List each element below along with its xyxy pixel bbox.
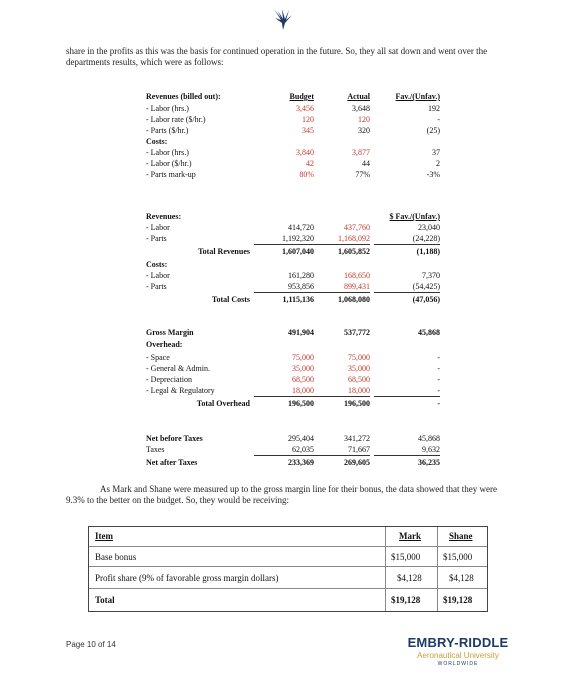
fav-value: -	[374, 386, 440, 397]
fav-value: -	[437, 364, 440, 373]
budget-value: 1,607,040	[282, 247, 314, 256]
bonus-table	[88, 526, 488, 612]
shane-value: $15,000	[443, 552, 473, 562]
fav-value: (54,425)	[374, 282, 440, 293]
fav-value: 37	[432, 148, 440, 157]
budget-value: 953,856	[254, 282, 314, 293]
fav-value: (24,228)	[374, 234, 440, 245]
row-label: - Labor (hrs.)	[146, 104, 189, 113]
actual-value: 537,772	[344, 328, 370, 337]
logo-name: EMBRY-RIDDLE	[407, 635, 509, 650]
bonus-item: Profit share (9% of favorable gross margin dollars)	[95, 573, 279, 583]
actual-value: 3,877	[352, 148, 370, 157]
budget-value: 62,035	[254, 445, 314, 456]
actual-value: 3,648	[352, 104, 370, 113]
fav-value: (47,056)	[412, 295, 440, 304]
row-label: - General & Admin.	[146, 364, 210, 373]
row-label: - Space	[146, 353, 170, 362]
row-label: - Labor	[146, 271, 170, 280]
revenues-billed-heading: Revenues (billed out):	[146, 92, 221, 101]
fav-value: 7,370	[422, 271, 440, 280]
budget-value: 161,280	[288, 271, 314, 280]
budget-value: 42	[306, 159, 314, 168]
fav-value: 45,868	[418, 434, 440, 443]
budget-value: 295,404	[288, 434, 314, 443]
row-label: - Labor (hrs.)	[146, 148, 189, 157]
fav-value: 192	[428, 104, 440, 113]
university-logo	[398, 635, 518, 667]
costs-heading: Costs:	[146, 137, 168, 146]
actual-value: 77%	[355, 170, 370, 179]
bonus-item: Base bonus	[95, 552, 137, 562]
actual-value: 320	[358, 126, 370, 135]
budget-value: 35,000	[292, 364, 314, 373]
fav-value: -	[437, 353, 440, 362]
shane-value: $4,128	[449, 573, 474, 583]
fav-header: Fav./(Unfav.)	[395, 92, 440, 101]
fav-value: -	[437, 399, 440, 408]
actual-value: 75,000	[348, 353, 370, 362]
actual-value: 71,667	[310, 445, 370, 456]
bonus-paragraph: As Mark and Shane were measured up to the gross margin line for their bonus, the data showed that they were 9.3% to the better on the budget. So, they would be receiving:	[66, 484, 497, 505]
row-label: - Legal & Regulatory	[146, 386, 215, 395]
gross-margin-label: Gross Margin	[146, 328, 194, 337]
budget-value: 345	[302, 126, 314, 135]
actual-value: 44	[362, 159, 370, 168]
actual-value: 18,000	[310, 386, 370, 397]
item-header: Item	[95, 531, 113, 541]
actual-header: Actual	[347, 92, 370, 101]
mark-value: $4,128	[397, 573, 422, 583]
mark-header: Mark	[399, 531, 421, 541]
actual-value: 68,500	[348, 375, 370, 384]
budget-value: 3,840	[296, 148, 314, 157]
fav-value: -	[437, 115, 440, 124]
fav-value: 36,235	[418, 458, 440, 467]
row-label: - Parts ($/hr.)	[146, 126, 189, 135]
actual-value: 1,605,852	[338, 247, 370, 256]
actual-value: 269,605	[344, 458, 370, 467]
total-costs-label: Total Costs	[211, 295, 250, 304]
fav-value: 9,632	[374, 445, 440, 456]
actual-value: 437,760	[344, 223, 370, 232]
financial-table	[146, 92, 526, 477]
column-divider	[437, 527, 438, 611]
total-revenues-label: Total Revenues	[198, 247, 250, 256]
fav-value: (25)	[426, 126, 440, 135]
intro-paragraph: share in the profits as this was the basis for continued operation in the future. So, they all sat down and went over the departments results, which were as follows:	[66, 46, 488, 67]
actual-value: 196,500	[344, 399, 370, 408]
fav-value: 23,040	[418, 223, 440, 232]
page-number: Page 10 of 14	[66, 640, 116, 649]
logo-subtitle: Aeronautical University	[417, 651, 499, 660]
budget-value: 18,000	[254, 386, 314, 397]
fav-value: -3%	[426, 170, 440, 179]
mark-total: $19,128	[391, 595, 421, 605]
budget-value: 1,192,320	[254, 234, 314, 245]
budget-value: 414,720	[288, 223, 314, 232]
actual-value: 899,431	[310, 282, 370, 293]
row-label: - Parts	[146, 282, 167, 291]
budget-value: 233,369	[288, 458, 314, 467]
logo-worldwide: WORLDWIDE	[437, 661, 479, 667]
eagle-icon	[270, 6, 296, 32]
overhead-heading: Overhead:	[146, 340, 183, 349]
dollar-fav-header: $ Fav./(Unfav.)	[389, 212, 440, 221]
shane-total: $19,128	[443, 595, 473, 605]
budget-value: 3,456	[296, 104, 314, 113]
budget-value: 1,115,136	[282, 295, 314, 304]
fav-value: (1,188)	[416, 247, 440, 256]
net-after-taxes-label: Net after Taxes	[146, 458, 198, 467]
row-label: - Labor ($/hr.)	[146, 159, 192, 168]
row-label: - Labor rate ($/hr.)	[146, 115, 206, 124]
shane-header: Shane	[449, 531, 473, 541]
row-label: - Depreciation	[146, 375, 192, 384]
budget-value: 68,500	[292, 375, 314, 384]
total-overhead-label: Total Overhead	[196, 399, 250, 408]
table-row	[89, 547, 487, 567]
bonus-total-label: Total	[95, 595, 115, 605]
actual-value: 168,650	[344, 271, 370, 280]
row-label: - Parts mark-up	[146, 170, 196, 179]
fav-value: 45,868	[418, 328, 440, 337]
actual-value: 1,068,080	[338, 295, 370, 304]
row-label: - Parts	[146, 234, 167, 243]
revenues-heading: Revenues:	[146, 212, 182, 221]
taxes-label: Taxes	[146, 445, 165, 454]
costs-heading: Costs:	[146, 260, 168, 269]
mark-value: $15,000	[391, 552, 421, 562]
bonus-header-row	[89, 527, 487, 547]
budget-value: 75,000	[292, 353, 314, 362]
budget-value: 120	[302, 115, 314, 124]
actual-value: 1,168,092	[310, 234, 370, 245]
budget-value: 196,500	[288, 399, 314, 408]
actual-value: 341,272	[344, 434, 370, 443]
net-before-taxes-label: Net before Taxes	[146, 434, 203, 443]
fav-value: 2	[436, 159, 440, 168]
budget-value: 491,904	[288, 328, 314, 337]
budget-value: 80%	[299, 170, 314, 179]
actual-value: 120	[358, 115, 370, 124]
actual-value: 35,000	[348, 364, 370, 373]
row-label: - Labor	[146, 223, 170, 232]
column-divider	[385, 527, 386, 611]
budget-header: Budget	[289, 92, 314, 101]
fav-value: -	[437, 375, 440, 384]
